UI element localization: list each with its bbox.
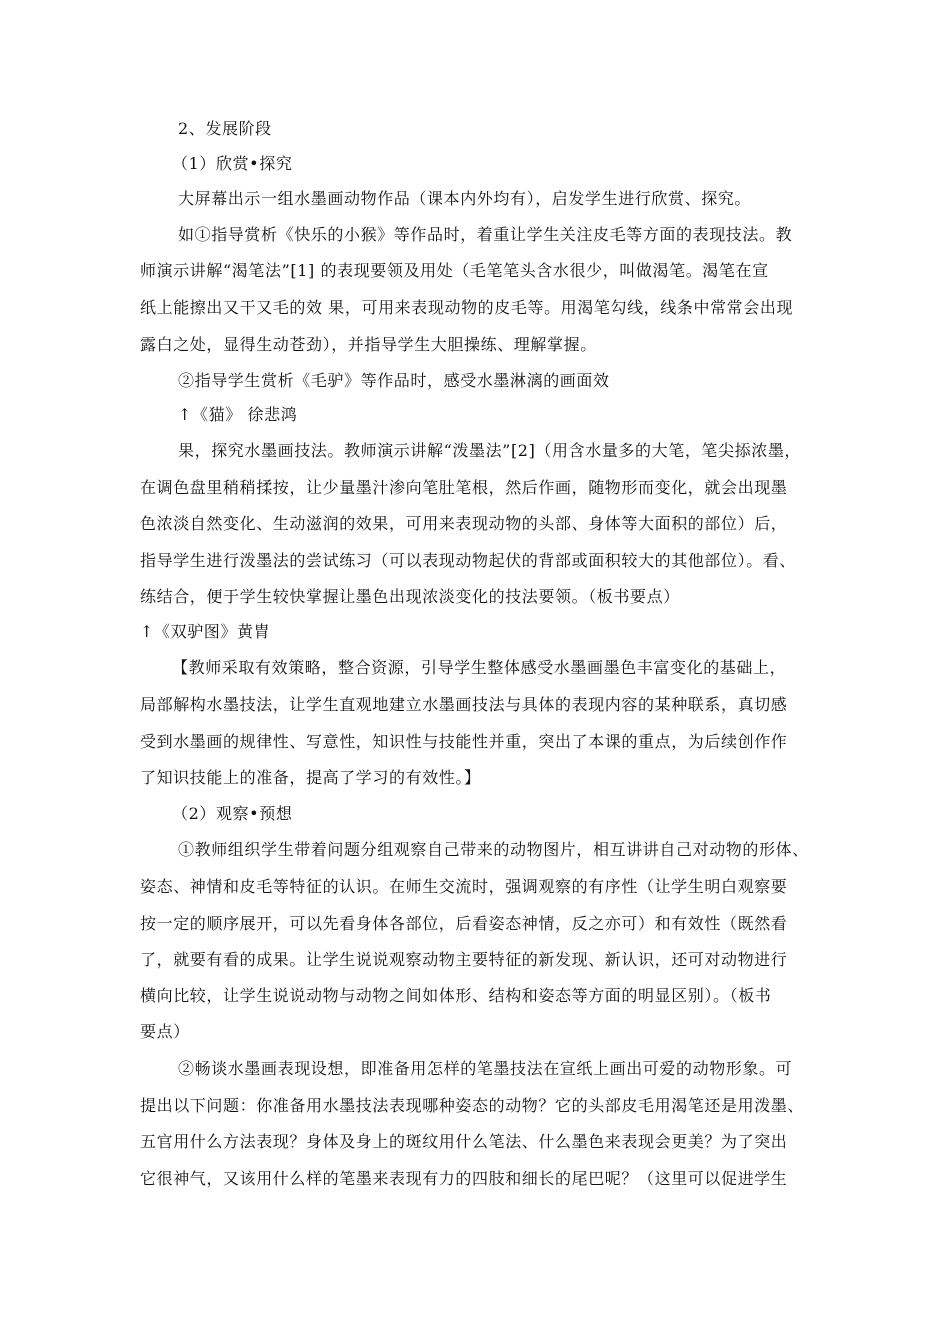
paragraph-line: 大屏幕出示一组水墨画动物作品（课本内外均有），启发学生进行欣赏、探究。 (178, 189, 752, 208)
paragraph-line: 指导学生进行泼墨法的尝试练习（可以表现动物起伏的背部或面积较大的其他部位）。看、 (140, 551, 797, 570)
paragraph-line: 横向比较，让学生说说动物与动物之间如体形、结构和姿态等方面的明显区别）。（板书 (140, 986, 772, 1005)
subsection-heading: （1）欣赏•探究 (172, 154, 293, 173)
paragraph-line: 了，就要有看的成果。让学生说说观察动物主要特征的新发现、新认识，还可对动物进行 (140, 950, 788, 969)
section-heading: 2、发展阶段 (178, 119, 272, 138)
paragraph-line: 练结合，便于学生较快掌握让墨色出现浓淡变化的技法要领。（板书要点） (140, 587, 680, 606)
paragraph-line: 如①指导赏析《快乐的小猴》等作品时，着重让学生关注皮毛等方面的表现技法。教 (178, 225, 793, 244)
subsection-heading: （2）观察•预想 (172, 804, 293, 823)
paragraph-line: 五官用什么方法表现？身体及身上的斑纹用什么笔法、什么墨色来表现会更美？为了突出 (140, 1132, 788, 1151)
paragraph-line: 师演示讲解“渴笔法”[1] 的表现要领及用处（毛笔笔头含水很少，叫做渴笔。渴笔在宣 (140, 261, 769, 280)
paragraph-line: 提出以下问题：你准备用水墨技法表现哪种姿态的动物？它的头部皮毛用渴笔还是用泼墨、 (140, 1096, 805, 1115)
paragraph-line: 露白之处，显得生动苍劲），并指导学生大胆操练、理解掌握。 (140, 335, 597, 354)
paragraph-line: 按一定的顺序展开，可以先看身体各部位，后看姿态神情，反之亦可）和有效性（既然看 (140, 914, 788, 933)
paragraph-line: 姿态、神情和皮毛等特征的认识。在师生交流时，强调观察的有序性（让学生明白观察要 (140, 877, 788, 896)
commentary-line: 【教师采取有效策略，整合资源，引导学生整体感受水墨画墨色丰富变化的基础上， (172, 658, 787, 677)
paragraph-line: 要点） (140, 1022, 190, 1041)
paragraph-line: 它很神气，又该用什么样的笔墨来表现有力的四肢和细长的尾巴呢？（这里可以促进学生 (140, 1169, 788, 1188)
paragraph-line: ②指导学生赏析《毛驴》等作品时，感受水墨淋漓的画面效 (178, 371, 610, 390)
commentary-line: 受到水墨画的规律性、写意性，知识性与技能性并重，突出了本课的重点，为后续创作作 (140, 732, 788, 751)
image-caption: ↑《双驴图》黄胄 (140, 622, 271, 641)
commentary-line: 了知识技能上的准备，提高了学习的有效性。】 (140, 768, 481, 787)
paragraph-line: ②畅谈水墨画表现设想，即准备用怎样的笔墨技法在宣纸上画出可爱的动物形象。可 (178, 1059, 793, 1078)
commentary-line: 局部解构水墨技法，让学生直观地建立水墨画技法与具体的表现内容的某种联系，真切感 (140, 695, 788, 714)
paragraph-line: 果，探究水墨画技法。教师演示讲解“泼墨法”[2]（用含水量多的大笔，笔尖掭浓墨， (178, 441, 802, 460)
paragraph-line: 在调色盘里稍稍揉按，让少量墨汁渗向笔肚笔根，然后作画，随物形而变化，就会出现墨 (140, 478, 788, 497)
paragraph-line: 纸上能擦出又干又毛的效 果，可用来表现动物的皮毛等。用渴笔勾线，线条中常常会出现 (140, 298, 794, 317)
paragraph-line: ①教师组织学生带着问题分组观察自己带来的动物图片，相互讲讲自己对动物的形体、 (178, 840, 809, 859)
image-caption: ↑《猫》 徐悲鸿 (178, 405, 298, 424)
paragraph-line: 色浓淡自然变化、生动滋润的效果，可用来表现动物的头部、身体等大面积的部位）后， (140, 514, 788, 533)
